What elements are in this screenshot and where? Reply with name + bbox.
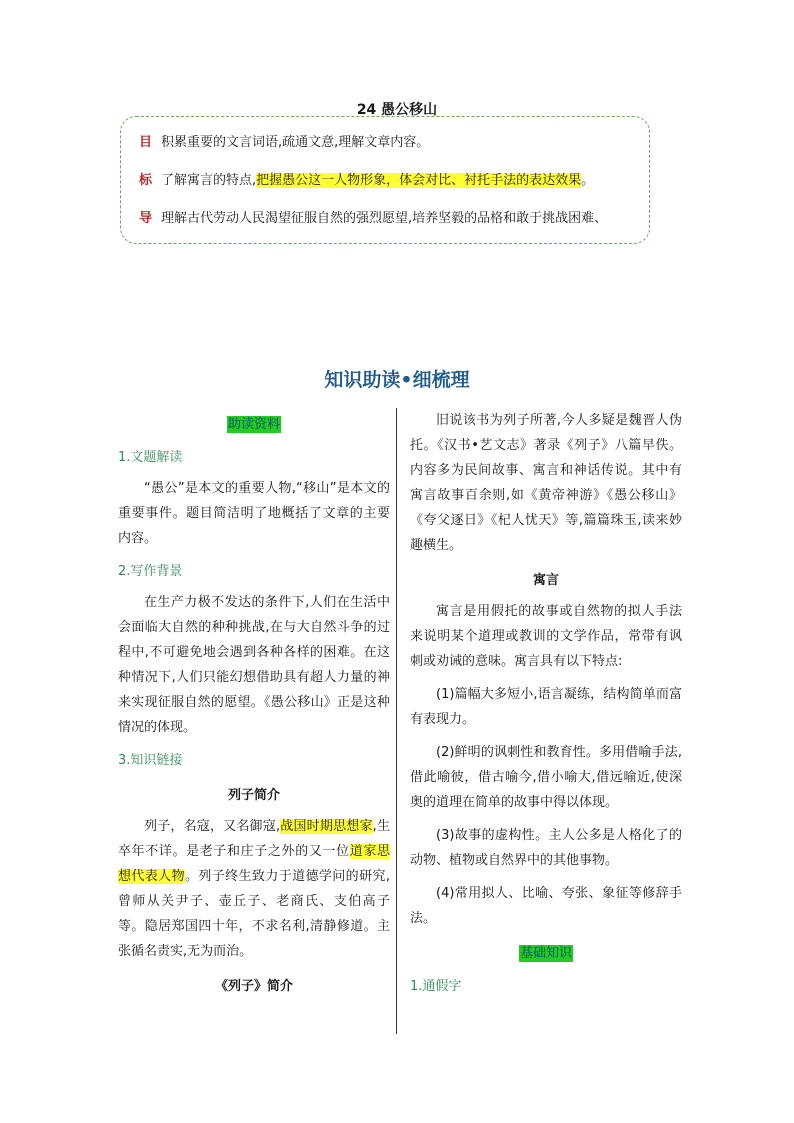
goal-row-2: [139, 169, 594, 188]
goal-label-biao: 标: [139, 173, 153, 188]
goal-text-1: 积累重要的文言词语,疏通文意,理解文章内容。: [161, 135, 430, 150]
goal-label-mu: 目: [139, 135, 153, 150]
learning-goals-box: [120, 116, 650, 244]
goal-row-1: [139, 131, 429, 150]
heading-knowledge-link: 3.知识链接: [118, 753, 183, 768]
goal-text-3: 理解古代劳动人民渴望征服自然的强烈愿望,培养坚毅的品格和敢于挑战困难、: [161, 211, 608, 226]
liezi-text-a: 列子，名寇，又名御寇,: [144, 819, 281, 834]
heading-fable: 寓言: [532, 573, 559, 588]
basic-knowledge-tag-text: 基础知识: [519, 946, 572, 961]
reading-material-tag-text: 助读资料: [227, 417, 280, 432]
paragraph-writing-background: 在生产力极不发达的条件下,人们在生活中会面临大自然的种种挑战,在与大自然斗争的过程中,不可避免地会遇到各种各样的困难。在这种情况下,人们只能幻想借助具有超人力量的神来实现征服自然的愿望。《愚公移山》正是这种情况的体现。: [118, 595, 390, 735]
goal-label-dao: 导: [139, 211, 153, 226]
reading-material-tag: [118, 412, 390, 437]
heading-title-interpretation: 1.文题解读: [118, 450, 183, 465]
heading-tongjiazi: 1.通假字: [410, 979, 462, 994]
fable-feature-2: (2)鲜明的讽刺性和教育性。多用借喻手法,借此喻彼，借古喻今,借小喻大,借远喻近,使深奥的道理在简单的故事中得以体现。: [410, 745, 682, 810]
paragraph-liezi-intro: [118, 814, 390, 964]
right-column: [410, 408, 682, 1005]
fable-feature-3: (3)故事的虚构性。主人公多是人格化了的动物、植物或自然界中的其他事物。: [410, 828, 682, 868]
goal-text-2a: 了解寓言的特点,: [161, 173, 257, 188]
lesson-title: 24 愚公移山: [356, 102, 438, 118]
section-title: 知识助读•细梳理: [324, 369, 470, 391]
goal-row-3: [139, 207, 607, 229]
liezi-text-c: 。列子终生致力于道德学问的研究,曾师从关尹子、壶丘子、老商氏、支伯高子等。隐居郑国四十年，不求名利,清静修道。主张循名责实,无为而治。: [118, 869, 390, 959]
paragraph-fable-definition: 寓言是用假托的故事或自然物的拟人手法来说明某个道理或教训的文学作品，常带有讽刺或劝诫的意味。寓言具有以下特点:: [410, 604, 682, 669]
liezi-text-b: ,生卒年不详。是老子和庄子之外的又一位: [118, 819, 390, 859]
heading-writing-background: 2.写作背景: [118, 564, 183, 579]
fable-feature-4: (4)常用拟人、比喻、夸张、象征等修辞手法。: [410, 886, 682, 926]
heading-liezi-intro: 列子简介: [227, 788, 280, 803]
column-divider: [396, 408, 397, 1034]
paragraph-title-interpretation: “愚公”是本文的重要人物,“移山”是本文的重要事件。题目简洁明了地概括了文章的主要内容。: [118, 481, 390, 546]
goal-text-2-end: 。: [581, 173, 595, 188]
fable-feature-1: (1)篇幅大多短小,语言凝练，结构简单而富有表现力。: [410, 687, 682, 727]
basic-knowledge-tag: [410, 941, 682, 966]
left-column: [118, 408, 390, 1005]
goal-text-2-highlight: 把握愚公这一人物形象，体会对比、衬托手法的表达效果: [256, 173, 582, 188]
liezi-highlight-taoist: 道家思想代表人物: [118, 844, 390, 884]
paragraph-liezi-book: 旧说该书为列子所著,今人多疑是魏晋人伪托。《汉书•艺文志》著录《列子》八篇早佚。内容多为民间故事、寓言和神话传说。其中有寓言故事百余则,如《黄帝神游》《愚公移山》《夸父逐日》《杞人忧天》等,篇篇珠玉,读来妙趣横生。: [410, 413, 682, 553]
liezi-highlight-thinker: 战国时期思想家: [280, 819, 373, 834]
heading-liezi-book-intro: 《列子》简介: [214, 979, 293, 994]
